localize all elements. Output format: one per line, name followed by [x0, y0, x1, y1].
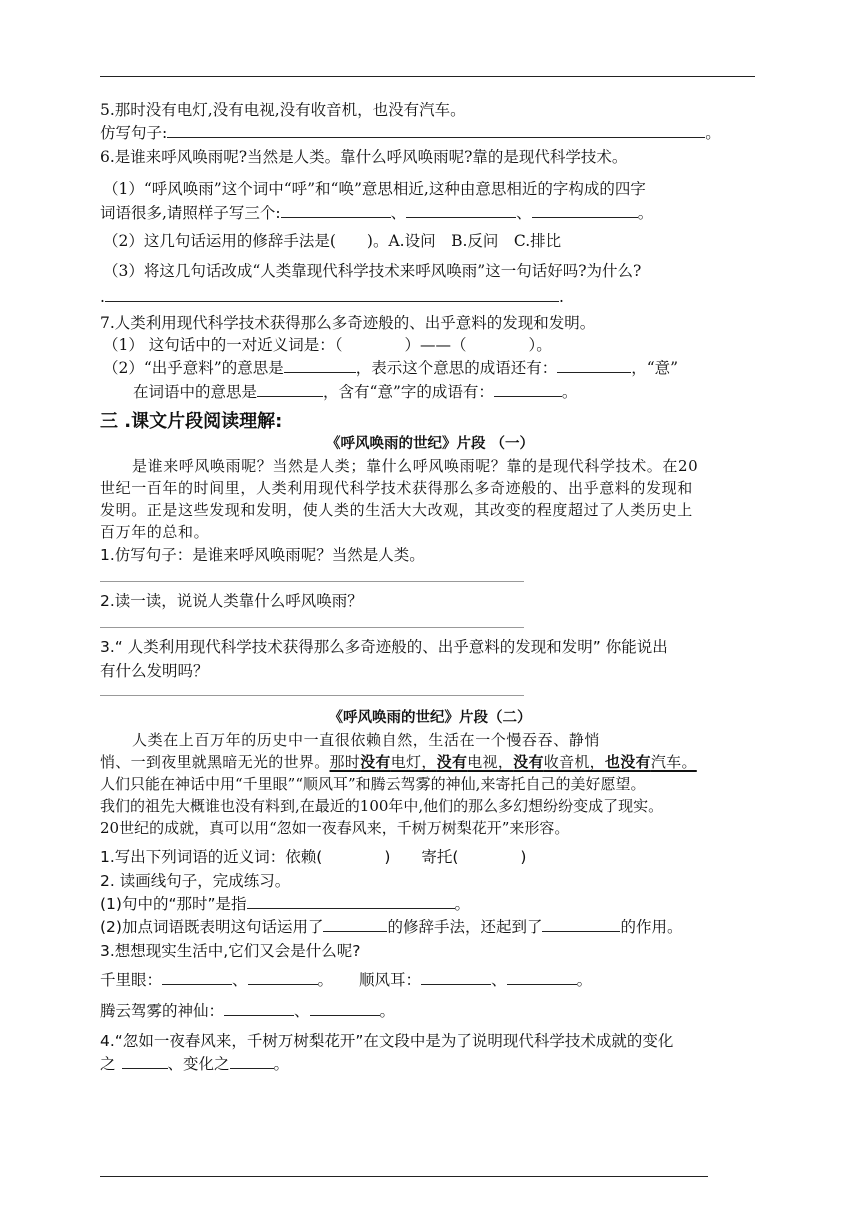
emphasized-word: 没有 [360, 753, 391, 771]
q7-blank-yi-meaning[interactable] [257, 382, 323, 397]
passage2-line-1: 人类在上百万年的历史中一直很依赖自然，生活在一个慢吞吞、静悄 [132, 731, 601, 749]
passage1-line-2: 世纪一百年的时间里，人类利用现代科学技术获得那么多奇迹般的、出乎意料的发现和 [100, 479, 693, 497]
q7-blank-idioms[interactable] [557, 358, 631, 373]
q6-sep-1: 、 [390, 204, 407, 222]
p1-question-2: 2.读一读，说说人类靠什么呼风唤雨？ [100, 592, 363, 610]
emphasized-word: 没有 [436, 753, 468, 771]
qianliyan-blank-2[interactable] [248, 970, 318, 985]
underlined-segment: 汽车。 [650, 753, 697, 771]
p2-q3-line-a: 千里眼： 、 。 顺风耳： 、 。 [100, 971, 593, 989]
q6-part3-answer-blank[interactable] [105, 287, 559, 302]
q7-part1: （1） 这句话中的一对近义词是：（ ）——（ ）。 [103, 336, 552, 354]
p2-q4-blank-1[interactable] [122, 1054, 168, 1069]
q7-part2-f: 。 [561, 383, 578, 401]
shunfenger-blank-1[interactable] [421, 970, 491, 985]
passage1-line-3: 发明。正是这些发现和发明，使人类的生活大大改观，其改变的程度超过了人类历史上 [100, 501, 693, 519]
q6-part1-line2 [100, 202, 653, 224]
underlined-segment: 那时 [329, 753, 361, 771]
q6-sep-2: 、 [516, 204, 532, 222]
underlined-sentence [330, 753, 697, 771]
p2-q4-blank-2[interactable] [230, 1054, 274, 1069]
q5-answer-blank[interactable] [167, 123, 705, 138]
p1-question-3-line1: 3.“ 人类利用现代科学技术获得那么多奇迹般的、出乎意料的发现和发明” 你能说出 [100, 638, 668, 656]
p2-q2-1-blank[interactable] [247, 894, 455, 909]
q7-part2-line2 [133, 381, 577, 403]
q7-stem: 7.人类利用现代科学技术获得那么多奇迹般的、出乎意料的发现和发明。 [100, 314, 596, 332]
q6-blank-3[interactable] [532, 203, 638, 218]
p1-q2-answer-line[interactable] [100, 627, 524, 628]
q6-part3: （3）将这几句话改成“人类靠现代科学技术来呼风唤雨”这一句话好吗?为什么? [103, 262, 642, 280]
passage1-line-1: 是谁来呼风唤雨呢？当然是人类；靠什么呼风唤雨呢？靠的是现代科学技术。在20 [132, 457, 699, 475]
underlined-segment: 电灯， [390, 753, 437, 771]
passage2-line-4: 我们的祖先大概谁也没有料到,在最近的100年中,他们的那么多幻想纷纷变成了现实。 [100, 797, 664, 815]
q7-part2-a: （2）“出乎意料”的意思是 [103, 359, 284, 377]
passage2-line-2: 悄、一到夜里就黑暗无光的世界。那时没有电灯，没有电视，没有收音机，也没有汽车。 [100, 753, 697, 771]
shenxian-blank-1[interactable] [224, 1001, 294, 1016]
underlined-segment: 电视， [467, 753, 514, 771]
passage2-text [100, 729, 760, 839]
p2-q2-2-blank-b[interactable] [542, 917, 620, 932]
q6-blank-2[interactable] [406, 203, 516, 218]
p2-q2-part2: (2)加点词语既表明这句话运用了 的修辞手法，还起到了 的作用。 [100, 918, 683, 936]
q7-blank-yi-idioms[interactable] [494, 382, 562, 397]
qianliyan-blank-1[interactable] [162, 970, 232, 985]
passage2-line-3: 人们只能在神话中用“千里眼”“顺风耳”和腾云驾雾的神仙,来寄托自己的美好愿望。 [100, 775, 646, 793]
passage1-title: 《呼风唤雨的世纪》片段 （一） [325, 435, 535, 452]
p2-q3-line-b: 腾云驾雾的神仙： 、 。 [100, 1002, 396, 1020]
q6-part3-answer-line [100, 286, 564, 308]
q6-leading-dot: . [100, 288, 105, 306]
p2-question-2: 2. 读画线句子，完成练习。 [100, 872, 291, 890]
q7-blank-meaning[interactable] [284, 358, 356, 373]
passage1-text [100, 455, 760, 543]
q6-part2: （2）这几句话运用的修辞手法是( )。A.设问 B.反问 C.排比 [103, 232, 562, 250]
q5-stem: 5.那时没有电灯,没有电视,没有收音机，也没有汽车。 [100, 101, 466, 119]
p2-question-3: 3.想想现实生活中,它们又会是什么呢? [100, 942, 361, 960]
passage1-line-4: 百万年的总和。 [100, 523, 210, 541]
q7-part2-line1 [103, 357, 678, 379]
shenxian-blank-2[interactable] [310, 1001, 380, 1016]
q7-part2-c: ，“意” [631, 359, 679, 377]
p2-question-1: 1.写出下列词语的近义词：依赖( ) 寄托( ) [100, 848, 527, 866]
p1-question-3-line2: 有什么发明吗？ [100, 662, 209, 680]
section3-heading: 三 .课文片段阅读理解: [100, 411, 283, 432]
q7-part2-d: 在词语中的意思是 [133, 383, 258, 401]
p2-q2-2-blank-a[interactable] [323, 917, 387, 932]
p1-question-1: 1.仿写句子：是谁来呼风唤雨呢？当然是人类。 [100, 546, 425, 564]
p2-question-4-line2: 之 、变化之 。 [100, 1055, 290, 1073]
q6-blank-1[interactable] [281, 203, 391, 218]
p1-q3-answer-line[interactable] [100, 695, 524, 696]
p1-q1-answer-line[interactable] [100, 581, 524, 582]
passage2-title: 《呼风唤雨的世纪》片段（二） [328, 709, 532, 726]
q5-period: 。 [705, 124, 721, 142]
p2-question-4-line1: 4.“忽如一夜春风来，千树万树梨花开”在文段中是为了说明现代科学技术成就的变化 [100, 1032, 674, 1050]
q7-part2-b: ，表示这个意思的成语还有： [355, 359, 558, 377]
q6-part1-line1: （1）“呼风唤雨”这个词中“呼”和“唤”意思相近,这种由意思相近的字构成的四字 [103, 180, 646, 198]
q6-part1-prompt: 词语很多,请照样子写三个: [100, 204, 281, 222]
q7-part2-e: ，含有“意”字的成语有： [323, 383, 494, 401]
emphasized-word: 没有 [513, 753, 544, 771]
p2-q2-part1: (1)句中的“那时”是指 。 [100, 895, 471, 913]
q6-trailing-dot: . [558, 288, 564, 306]
passage2-line-5: 20世纪的成就，真可以用“忽如一夜春风来，千树万树梨花开”来形容。 [100, 819, 570, 837]
emphasized-word: 也没有 [604, 753, 651, 771]
q5-prompt: 仿写句子: [100, 124, 168, 142]
underlined-segment: 收音机， [543, 753, 605, 771]
shunfenger-blank-2[interactable] [507, 970, 577, 985]
top-rule [100, 76, 755, 77]
bottom-rule [100, 1176, 708, 1177]
q6-period: 。 [637, 204, 654, 222]
q6-stem: 6.是谁来呼风唤雨呢?当然是人类。靠什么呼风唤雨呢?靠的是现代科学技术。 [100, 148, 628, 166]
q5-prompt-line [100, 122, 721, 144]
